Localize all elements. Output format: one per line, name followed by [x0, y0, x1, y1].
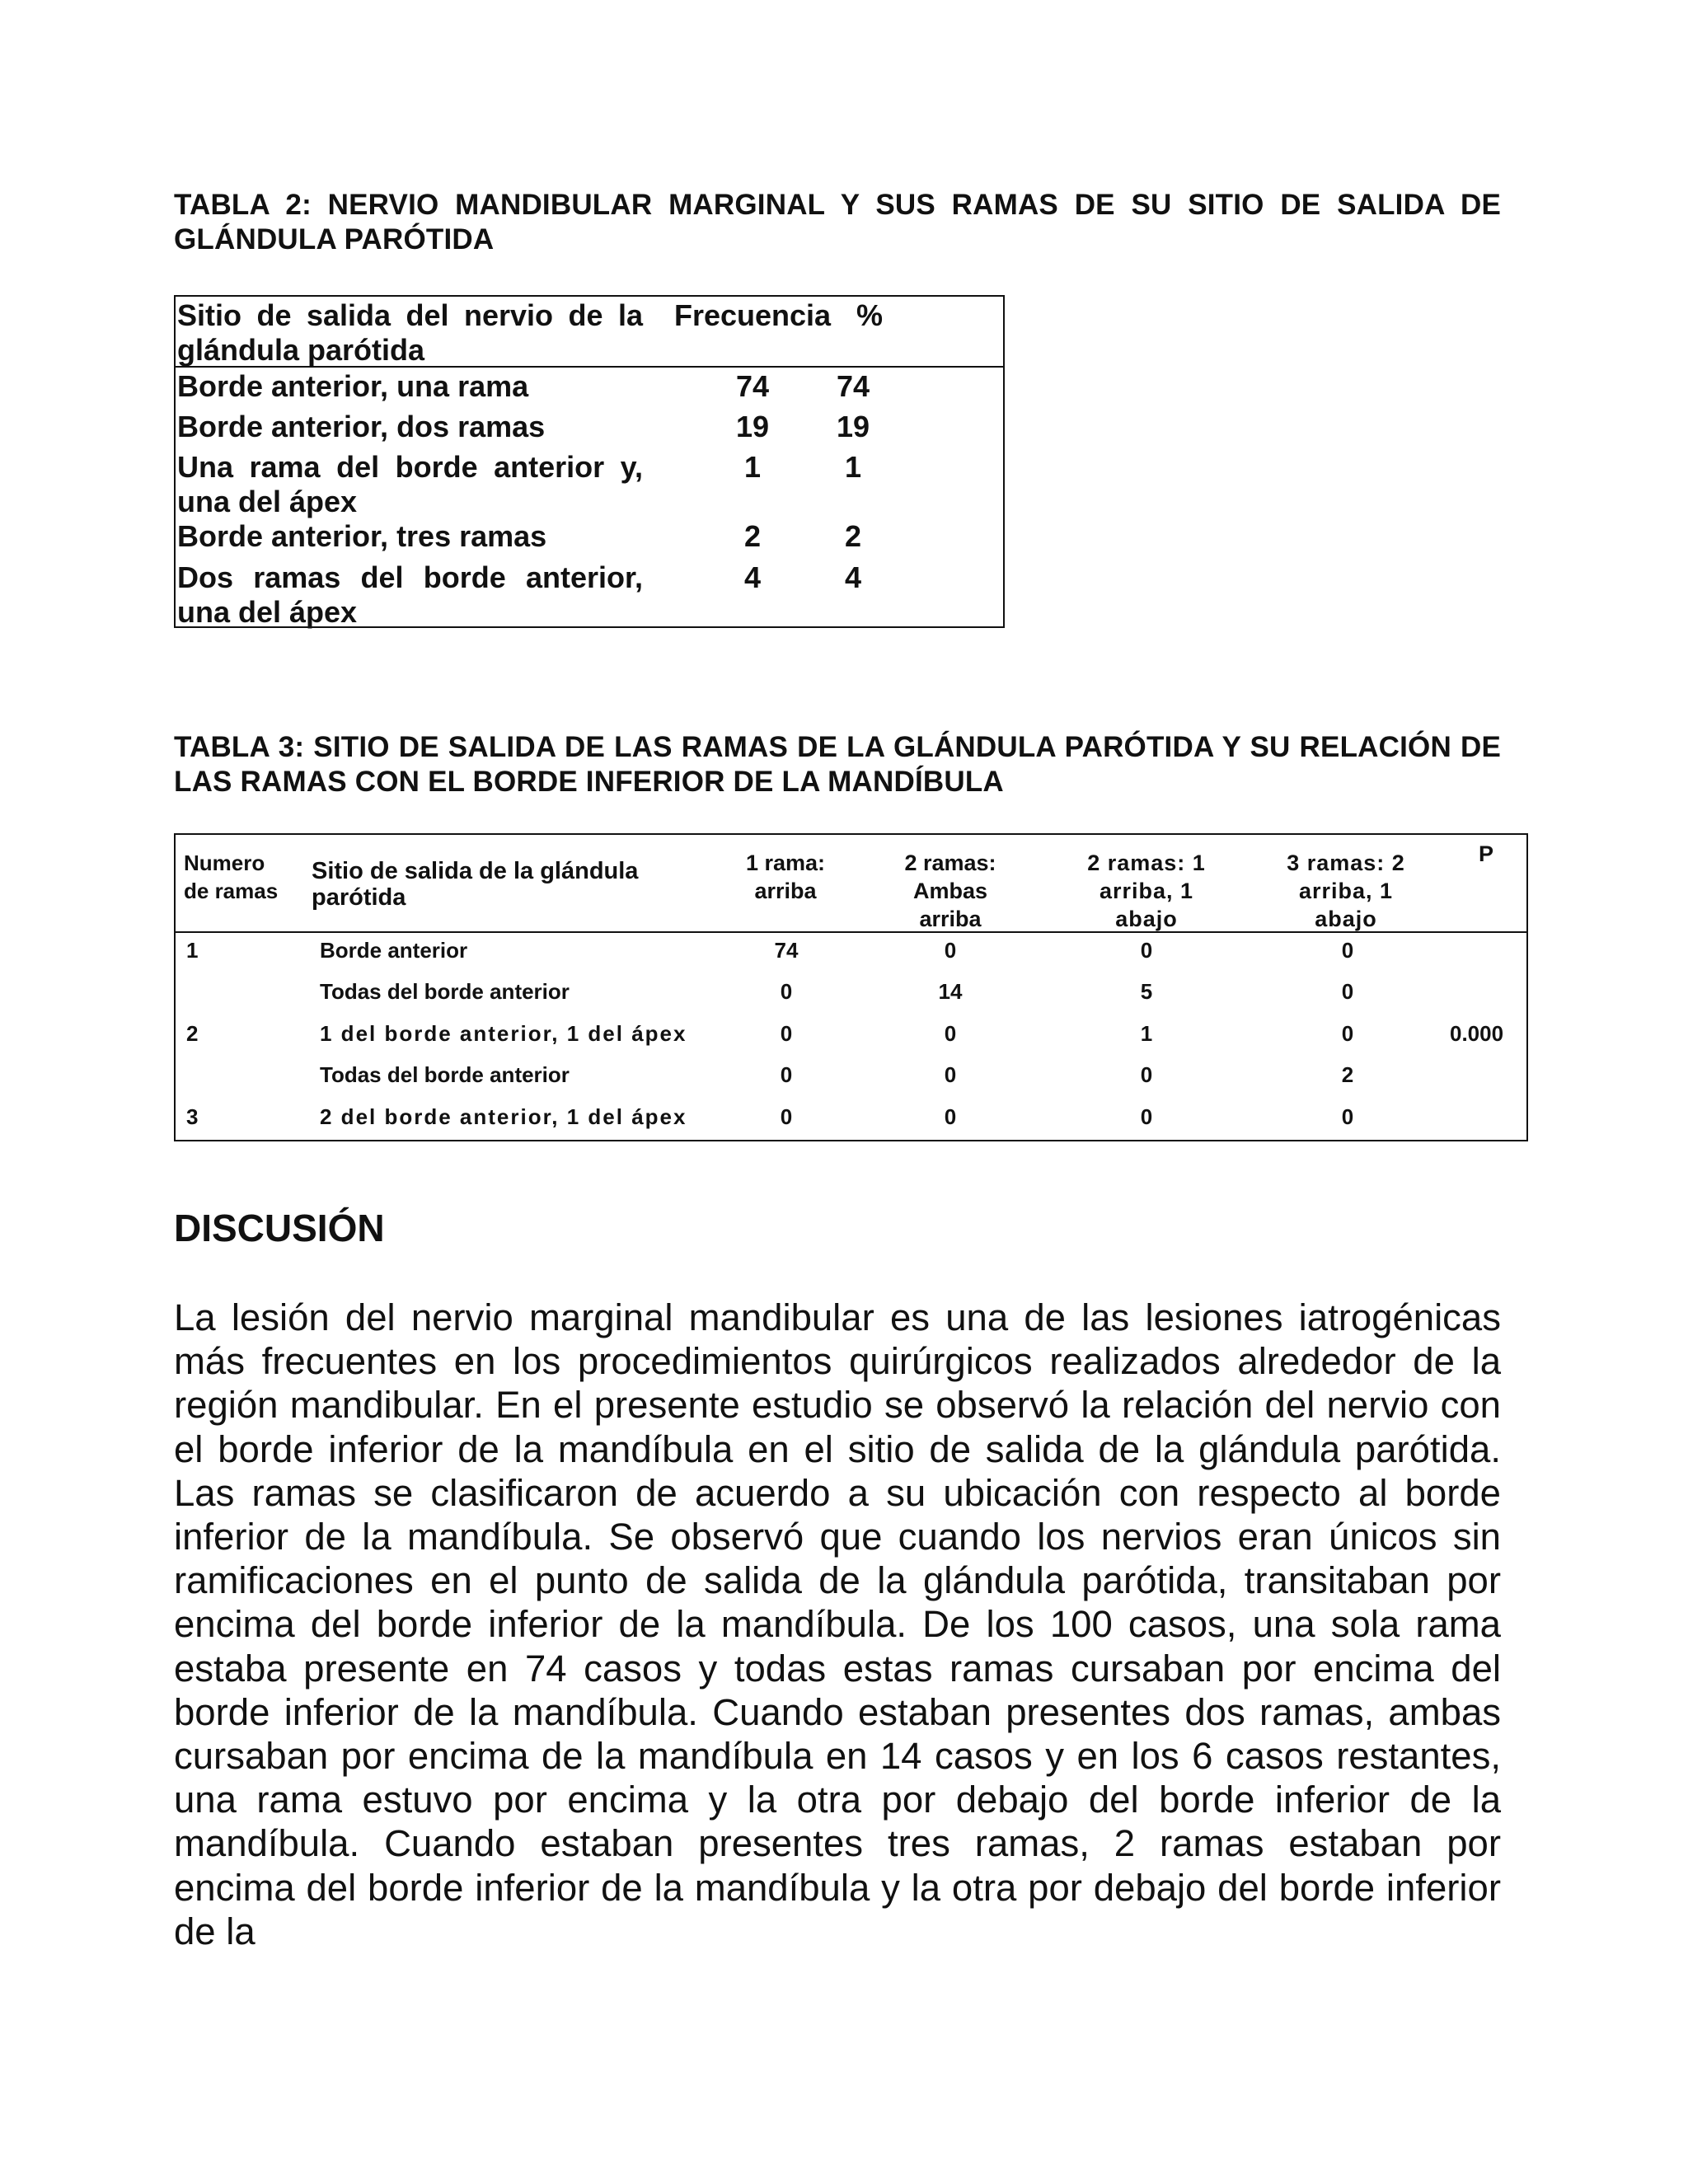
table3-row-c2: 0 [944, 1062, 957, 1087]
table2-row-frequency: 4 [743, 560, 762, 594]
table2-row-percent: 19 [836, 410, 870, 443]
table3-row-c2: 0 [944, 938, 957, 963]
table3-row-site: Todas del borde anterior [320, 1062, 570, 1087]
table2-row-site: Borde anterior, tres ramas [177, 519, 547, 553]
table2-row-frequency: 74 [735, 369, 770, 403]
table3-p-value: 0.000 [1450, 1021, 1504, 1046]
table2-row-site: Dos ramas del borde anterior, una del ápex [177, 560, 643, 629]
table2 [174, 295, 1005, 628]
table2-header-percent: % [856, 298, 883, 332]
table2-row-frequency: 19 [735, 410, 770, 443]
table3-row-site: Borde anterior [320, 938, 468, 963]
table3-row-site: Todas del borde anterior [320, 979, 570, 1004]
table3-row-c1: 0 [780, 1062, 793, 1087]
table3-row-c4: 0 [1341, 938, 1354, 963]
table3-row-c1: 0 [780, 1021, 793, 1046]
table2-row-site: Borde anterior, dos ramas [177, 410, 546, 443]
table2-caption: TABLA 2: NERVIO MANDIBULAR MARGINAL Y SUS RAMAS DE SU SITIO DE SALIDA DE GLÁNDULA PARÓTIDA [174, 189, 1501, 255]
table3-row-site: 1 del borde anterior, 1 del ápex [320, 1021, 687, 1046]
table3-row-c4: 0 [1341, 1104, 1354, 1129]
table2-header-divider [176, 366, 1003, 368]
table2-row-percent: 2 [844, 519, 862, 553]
table3-row-c3: 0 [1140, 938, 1153, 963]
table3-row-number: 2 [186, 1021, 199, 1046]
table3-row-number: 3 [186, 1104, 199, 1129]
table3-row-c4: 0 [1341, 1021, 1354, 1046]
table3-header-site: Sitio de salida de la glándula parótida [312, 858, 639, 911]
table3-header-p: P [1478, 841, 1493, 866]
table3-row-c3: 5 [1140, 979, 1153, 1004]
table3-row-c2: 0 [944, 1104, 957, 1129]
discussion-heading: DISCUSIÓN [174, 1207, 385, 1249]
table3-header-col3: 2 ramas: 1 arriba, 1 abajo [1087, 851, 1206, 931]
table3-row-c3: 0 [1140, 1062, 1153, 1087]
table3-header-number: Numero de ramas [184, 851, 279, 903]
table3-caption: TABLA 3: SITIO DE SALIDA DE LAS RAMAS DE LA GLÁNDULA PARÓTIDA Y SU RELACIÓN DE LAS RAMAS CON EL BORDE INFERIOR DE LA MANDÍBULA [174, 731, 1501, 798]
table2-header-frequency: Frecuencia [673, 298, 832, 332]
table3-row-c4: 2 [1341, 1062, 1354, 1087]
table2-row-frequency: 2 [743, 519, 762, 553]
table3-row-c1: 0 [780, 979, 793, 1004]
table3-row-number: 1 [186, 938, 199, 963]
table3-row-c3: 0 [1140, 1104, 1153, 1129]
table3-row-c2: 0 [944, 1021, 957, 1046]
table3-header-col1: 1 rama: arriba [745, 851, 826, 903]
table3-row-c4: 0 [1341, 979, 1354, 1004]
table3-row-c2: 14 [938, 979, 963, 1004]
table3-row-c1: 74 [774, 938, 799, 963]
discussion-body: La lesión del nervio marginal mandibular es una de las lesiones iatrogénicas más frecuentes en los procedimientos quirúrgicos realizados alrededor de la región mandibular. En el presente estudio se observó la relación del nervio con el borde inferior de la mandíbula en el sitio de salida de la glándula parótida. Las ramas se clasificaron de acuerdo a su ubicación con respecto al borde inferior de la mandíbula. Se observó que cuando los nervios eran únicos sin ramificaciones en el punto de salida de la glándula parótida, transitaban por encima del borde inferior de la mandíbula. De los 100 casos, una sola rama estaba presente en 74 casos y todas estas ramas cursaban por encima del borde inferior de la mandíbula. Cuando estaban presentes dos ramas, ambas cursaban por encima de la mandíbula en 14 casos y en los 6 casos restantes, una rama estuvo por encima y la otra por debajo del borde inferior de la mandíbula. Cuando estaban presentes tres ramas, 2 ramas estaban por encima del borde inferior de la mandíbula y la otra por debajo del borde inferior de la [174, 1296, 1501, 1952]
table3-header-col4: 3 ramas: 2 arriba, 1 abajo [1287, 851, 1405, 931]
table3-header-divider [176, 931, 1526, 933]
table3-row-c1: 0 [780, 1104, 793, 1129]
table3 [174, 833, 1528, 1141]
table2-row-percent: 1 [844, 450, 862, 484]
table2-row-percent: 74 [836, 369, 870, 403]
table3-row-c3: 1 [1140, 1021, 1153, 1046]
table3-header-col2: 2 ramas: Ambas arriba [904, 851, 996, 931]
table2-row-frequency: 1 [743, 450, 762, 484]
table3-row-site: 2 del borde anterior, 1 del ápex [320, 1104, 687, 1129]
table2-row-site: Una rama del borde anterior y, una del ápex [177, 450, 643, 518]
table2-header-site: Sitio de salida del nervio de la glándula parótida [177, 298, 643, 367]
table2-row-percent: 4 [844, 560, 862, 594]
table2-row-site: Borde anterior, una rama [177, 369, 529, 403]
